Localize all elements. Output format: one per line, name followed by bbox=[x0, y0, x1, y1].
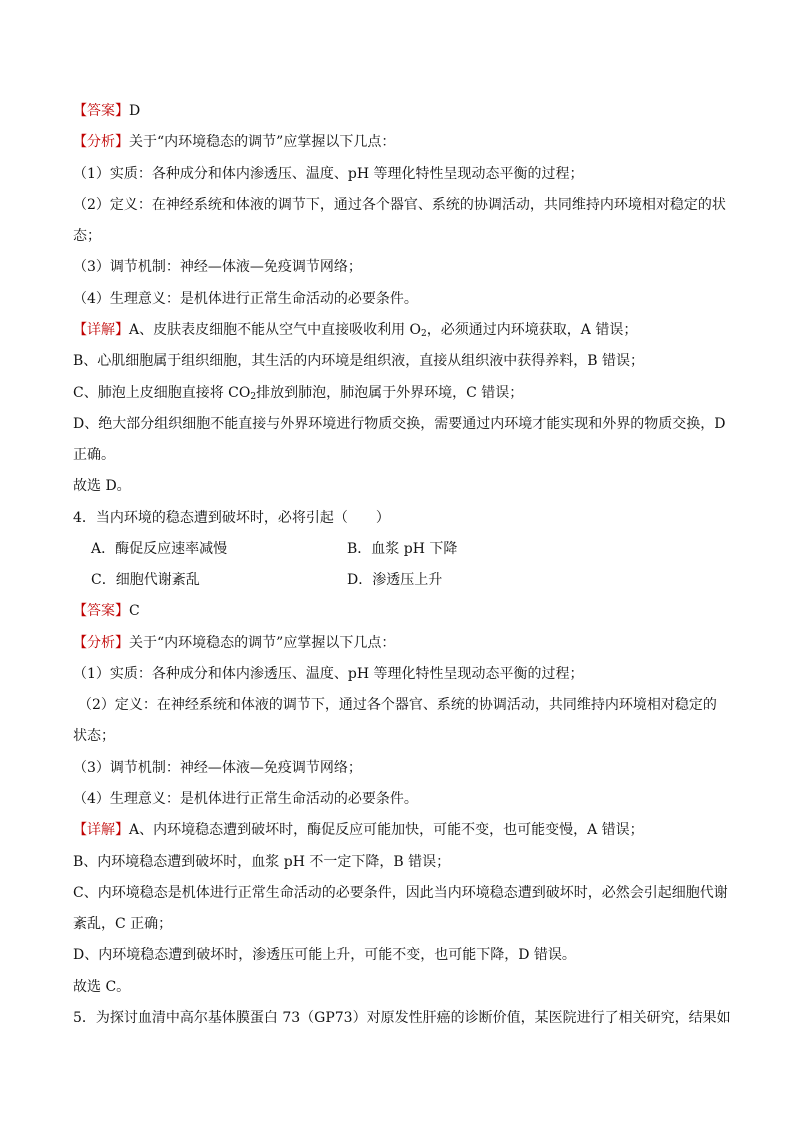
q4-analysis-line bbox=[73, 634, 395, 652]
q4-option-a: A．酶促反应速率减慢 bbox=[91, 541, 228, 557]
q3-detail-d: D、绝大部分组织细胞不能直接与外界环境进行物质交换，需要通过内环境才能实现和外界的物质交换，D bbox=[73, 416, 726, 432]
q4-question: 4．当内环境的稳态遭到破坏时，必将引起（ ） bbox=[73, 510, 390, 526]
answer-tag: 【答案】 bbox=[73, 103, 129, 119]
analysis-intro: 关于“内环境稳态的调节”应掌握以下几点： bbox=[129, 134, 396, 150]
analysis-tag: 【分析】 bbox=[73, 635, 129, 651]
q4-detail-a bbox=[73, 821, 644, 839]
q4-detail-c-cont: 紊乱，C 正确； bbox=[73, 916, 173, 932]
answer-tag: 【答案】 bbox=[73, 603, 129, 619]
q3-point-2: （2）定义：在神经系统和体液的调节下，通过各个器官、系统的协调活动，共同维持内环境相对稳定的状 bbox=[73, 197, 726, 213]
analysis-intro: 关于“内环境稳态的调节”应掌握以下几点： bbox=[129, 635, 396, 651]
q3-analysis-line bbox=[73, 133, 395, 151]
q3-point-3: （3）调节机制：神经—体液—免疫调节网络； bbox=[73, 259, 362, 275]
detail-tag: 【详解】 bbox=[73, 822, 129, 838]
q5-question: 5．为探讨血清中高尔基体膜蛋白 73（GP73）对原发性肝癌的诊断价值，某医院进行了相关研究，结果如 bbox=[73, 1010, 731, 1026]
q3-detail-a bbox=[73, 321, 637, 339]
answer-value: C bbox=[129, 603, 140, 619]
q3-detail-d-cont: 正确。 bbox=[73, 447, 115, 463]
answer-value: D bbox=[129, 103, 141, 119]
q4-point-2: （2）定义：在神经系统和体液的调节下，通过各个器官、系统的协调活动，共同维持内环境相对稳定的 bbox=[78, 697, 717, 713]
q3-answer-line bbox=[73, 102, 140, 120]
detail-a-pre: A、皮肤表皮细胞不能从空气中直接吸收利用 O bbox=[129, 322, 422, 338]
detail-c-pre: C、肺泡上皮细胞直接将 CO bbox=[73, 385, 251, 401]
q4-point-4: （4）生理意义：是机体进行正常生命活动的必要条件。 bbox=[73, 791, 418, 807]
analysis-tag: 【分析】 bbox=[73, 134, 129, 150]
q3-point-4: （4）生理意义：是机体进行正常生命活动的必要条件。 bbox=[73, 291, 418, 307]
q4-option-d: D．渗透压上升 bbox=[347, 572, 443, 588]
q4-point-3: （3）调节机制：神经—体液—免疫调节网络； bbox=[73, 760, 362, 776]
q3-detail-c bbox=[73, 384, 523, 402]
detail-a-post: ，必须通过内环境获取，A 错误； bbox=[426, 322, 638, 338]
q3-detail-b: B、心肌细胞属于组织细胞，其生活的内环境是组织液，直接从组织液中获得养料，B 错误； bbox=[73, 353, 645, 369]
detail-c-post: 排放到肺泡，肺泡属于外界环境，C 错误； bbox=[256, 385, 524, 401]
detail-a-text: A、内环境稳态遭到破坏时，酶促反应可能加快，可能不变，也可能变慢，A 错误； bbox=[129, 822, 644, 838]
q4-detail-d: D、内环境稳态遭到破坏时，渗透压可能上升，可能不变，也可能下降，D 错误。 bbox=[73, 947, 576, 963]
q4-detail-c: C、内环境稳态是机体进行正常生命活动的必要条件，因此当内环境稳态遭到破坏时，必然会引起细胞代谢 bbox=[73, 885, 728, 901]
q4-conclusion: 故选 C。 bbox=[73, 979, 131, 995]
q4-detail-b: B、内环境稳态遭到破坏时，血浆 pH 不一定下降，B 错误； bbox=[73, 854, 451, 870]
detail-c-subscript: 2 bbox=[250, 392, 257, 402]
q3-conclusion: 故选 D。 bbox=[73, 478, 131, 494]
q4-point-2-cont: 状态； bbox=[73, 728, 115, 744]
q3-point-2-cont: 态； bbox=[73, 228, 101, 244]
q4-option-b: B．血浆 pH 下降 bbox=[347, 541, 458, 557]
q3-point-1: （1）实质：各种成分和体内渗透压、温度、pH 等理化特性呈现动态平衡的过程； bbox=[73, 166, 584, 182]
detail-tag: 【详解】 bbox=[73, 322, 129, 338]
detail-a-subscript: 2 bbox=[421, 329, 427, 339]
q4-answer-line bbox=[73, 602, 140, 620]
q4-option-c: C．细胞代谢紊乱 bbox=[91, 572, 200, 588]
q4-point-1: （1）实质：各种成分和体内渗透压、温度、pH 等理化特性呈现动态平衡的过程； bbox=[73, 666, 584, 682]
